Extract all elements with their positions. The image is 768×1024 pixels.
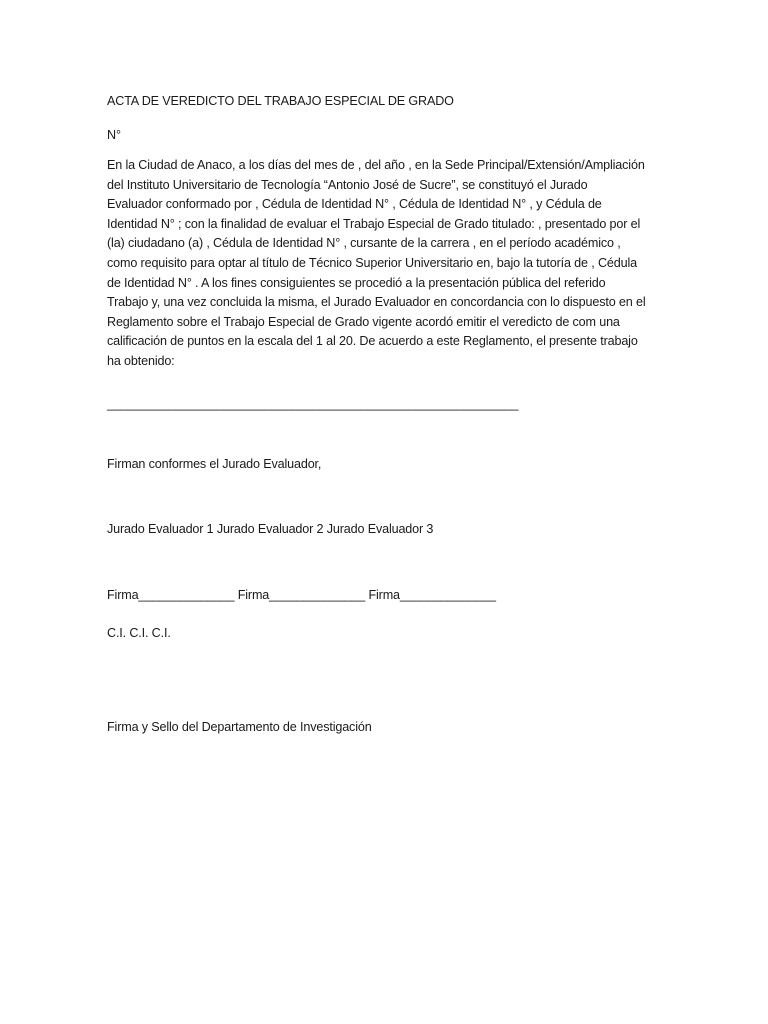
paragraph-line: Identidad N° ; con la finalidad de evaluar el Trabajo Especial de Grado titulado: , presentado por el bbox=[107, 216, 641, 231]
paragraph-line: Reglamento sobre el Trabajo Especial de Grado vigente acordó emitir el veredicto de com una bbox=[107, 314, 620, 329]
firman-conformes-line: Firman conformes el Jurado Evaluador, bbox=[107, 457, 322, 471]
jurados-evaluadores-line: Jurado Evaluador 1 Jurado Evaluador 2 Jurado Evaluador 3 bbox=[107, 522, 434, 536]
result-blank-line: ____________________________________________________________ bbox=[107, 397, 519, 411]
paragraph-line: Trabajo y, una vez concluida la misma, el Jurado Evaluador en concordancia con lo dispuesto en el bbox=[107, 295, 646, 310]
signature-lines: Firma______________ Firma______________ Firma______________ bbox=[107, 588, 496, 602]
acta-body-paragraph bbox=[107, 156, 646, 372]
paragraph-line: del Instituto Universitario de Tecnología “Antonio José de Sucre”, se constituyó el Jurado bbox=[107, 177, 588, 192]
document-title: ACTA DE VEREDICTO DEL TRABAJO ESPECIAL DE GRADO bbox=[107, 94, 454, 108]
paragraph-line: (la) ciudadano (a) , Cédula de Identidad N° , cursante de la carrera , en el período académico , bbox=[107, 236, 621, 251]
department-seal-line: Firma y Sello del Departamento de Investigación bbox=[107, 720, 372, 734]
paragraph-line: Evaluador conformado por , Cédula de Identidad N° , Cédula de Identidad N° , y Cédula de bbox=[107, 197, 602, 212]
paragraph-line: calificación de puntos en la escala del 1 al 20. De acuerdo a este Reglamento, el presente trabajo bbox=[107, 334, 638, 349]
paragraph-line: de Identidad N° . A los fines consiguientes se procedió a la presentación pública del referido bbox=[107, 275, 606, 290]
paragraph-line: En la Ciudad de Anaco, a los días del mes de , del año , en la Sede Principal/Extensión/Ampliación bbox=[107, 158, 645, 172]
paragraph-line: ha obtenido: bbox=[107, 353, 175, 368]
paragraph-line: como requisito para optar al título de Técnico Superior Universitario en, bajo la tutoría de , Cédula bbox=[107, 255, 637, 270]
acta-number-label: N° bbox=[107, 128, 121, 142]
ci-labels-line: C.I. C.I. C.I. bbox=[107, 626, 171, 640]
